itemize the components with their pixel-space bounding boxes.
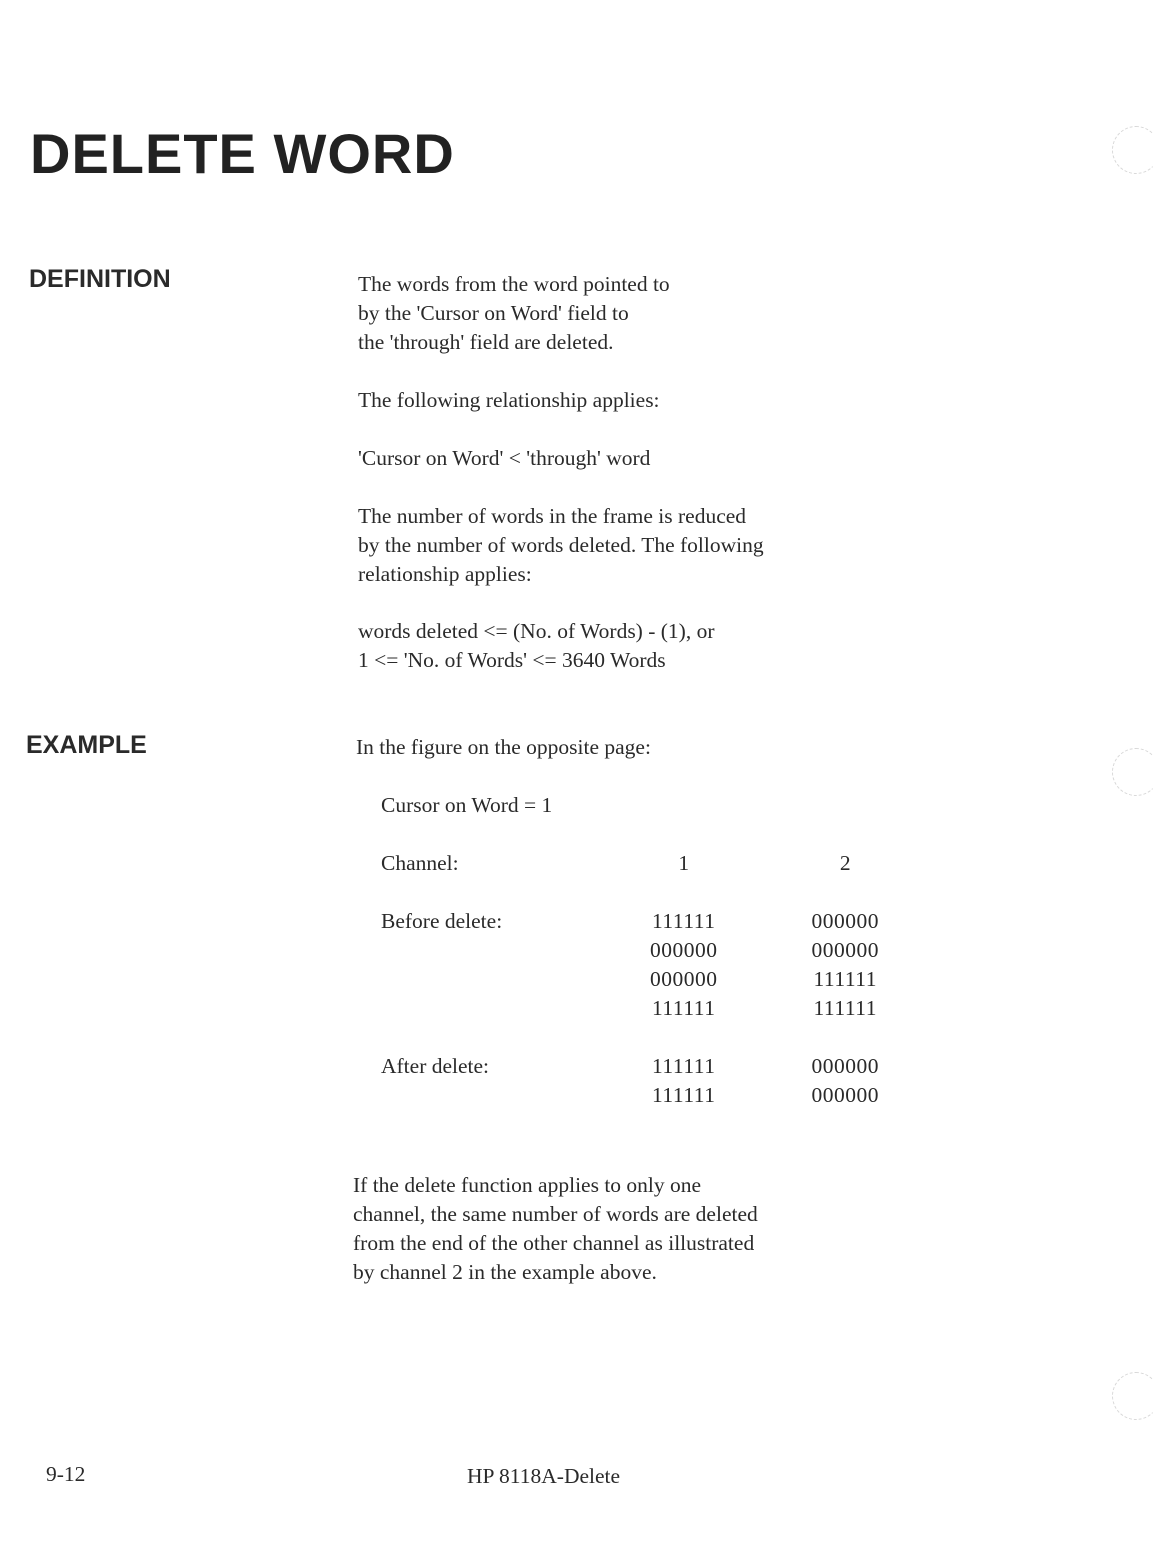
word-value: 111111 [651, 1054, 716, 1078]
word-value: 000000 [650, 967, 718, 991]
before-channel-2-words [812, 907, 880, 1023]
text-line: 'Cursor on Word' < 'through' word [358, 446, 651, 470]
footer-doc-title: HP 8118A-Delete [467, 1464, 621, 1488]
word-value: 000000 [811, 938, 879, 962]
relationship-formula [358, 444, 650, 473]
definition-paragraph-2 [358, 386, 660, 415]
definition-paragraph-4 [358, 502, 764, 589]
example-intro [356, 733, 651, 762]
text-line: channel, the same number of words are deleted [353, 1202, 758, 1226]
column-gap [718, 849, 812, 878]
binder-hole-mark [1112, 748, 1160, 796]
channel-header-row [381, 849, 879, 878]
page-number: 9-12 [46, 1462, 86, 1486]
text-line: In the figure on the opposite page: [356, 735, 651, 759]
page-title: DELETE WORD [30, 122, 455, 185]
word-value: 111111 [651, 996, 716, 1020]
definition-heading: DEFINITION [29, 265, 171, 293]
word-value: 111111 [651, 1083, 716, 1107]
spacer-row [381, 1023, 879, 1052]
word-value: 111111 [651, 909, 716, 933]
channel-2-header: 2 [839, 851, 851, 875]
example-table [381, 849, 879, 1110]
cursor-on-word-line [381, 791, 552, 820]
binder-hole-mark [1112, 1372, 1160, 1420]
text-line: by channel 2 in the example above. [353, 1260, 657, 1284]
after-channel-2-words [812, 1052, 880, 1110]
spacer-cell [381, 878, 879, 907]
word-value: 000000 [811, 909, 879, 933]
before-delete-label: Before delete: [381, 909, 503, 933]
text-line: the 'through' field are deleted. [358, 330, 614, 354]
text-line: If the delete function applies to only one [353, 1173, 702, 1197]
text-line: The number of words in the frame is reduced [358, 504, 747, 528]
example-heading: EXAMPLE [26, 731, 147, 759]
text-line: by the number of words deleted. The following [358, 533, 764, 557]
example-note [353, 1171, 758, 1287]
spacer-cell [381, 1023, 879, 1052]
definition-paragraph-1 [358, 270, 670, 357]
text-line: The following relationship applies: [358, 388, 660, 412]
word-value: 111111 [813, 996, 877, 1020]
text-line: by the 'Cursor on Word' field to [358, 301, 629, 325]
word-value: 000000 [811, 1083, 879, 1107]
text-line: relationship applies: [358, 562, 532, 586]
text-line: Cursor on Word = 1 [381, 793, 553, 817]
text-line: from the end of the other channel as illustrated [353, 1231, 755, 1255]
channel-1-header: 1 [678, 851, 690, 875]
binder-hole-mark [1112, 126, 1160, 174]
column-gap [718, 1052, 812, 1110]
word-count-formula [358, 617, 714, 675]
spacer-row [381, 878, 879, 907]
after-delete-label: After delete: [381, 1054, 490, 1078]
column-gap [718, 907, 812, 1023]
text-line: 1 <= 'No. of Words' <= 3640 Words [358, 648, 666, 672]
before-delete-row [381, 907, 879, 1023]
channel-label: Channel: [381, 851, 459, 875]
after-channel-1-words [650, 1052, 718, 1110]
after-delete-row [381, 1052, 879, 1110]
before-channel-1-words [650, 907, 718, 1023]
word-value: 000000 [811, 1054, 879, 1078]
text-line: words deleted <= (No. of Words) - (1), or [358, 619, 715, 643]
text-line: The words from the word pointed to [358, 272, 670, 296]
word-value: 000000 [650, 938, 718, 962]
word-value: 111111 [813, 967, 877, 991]
